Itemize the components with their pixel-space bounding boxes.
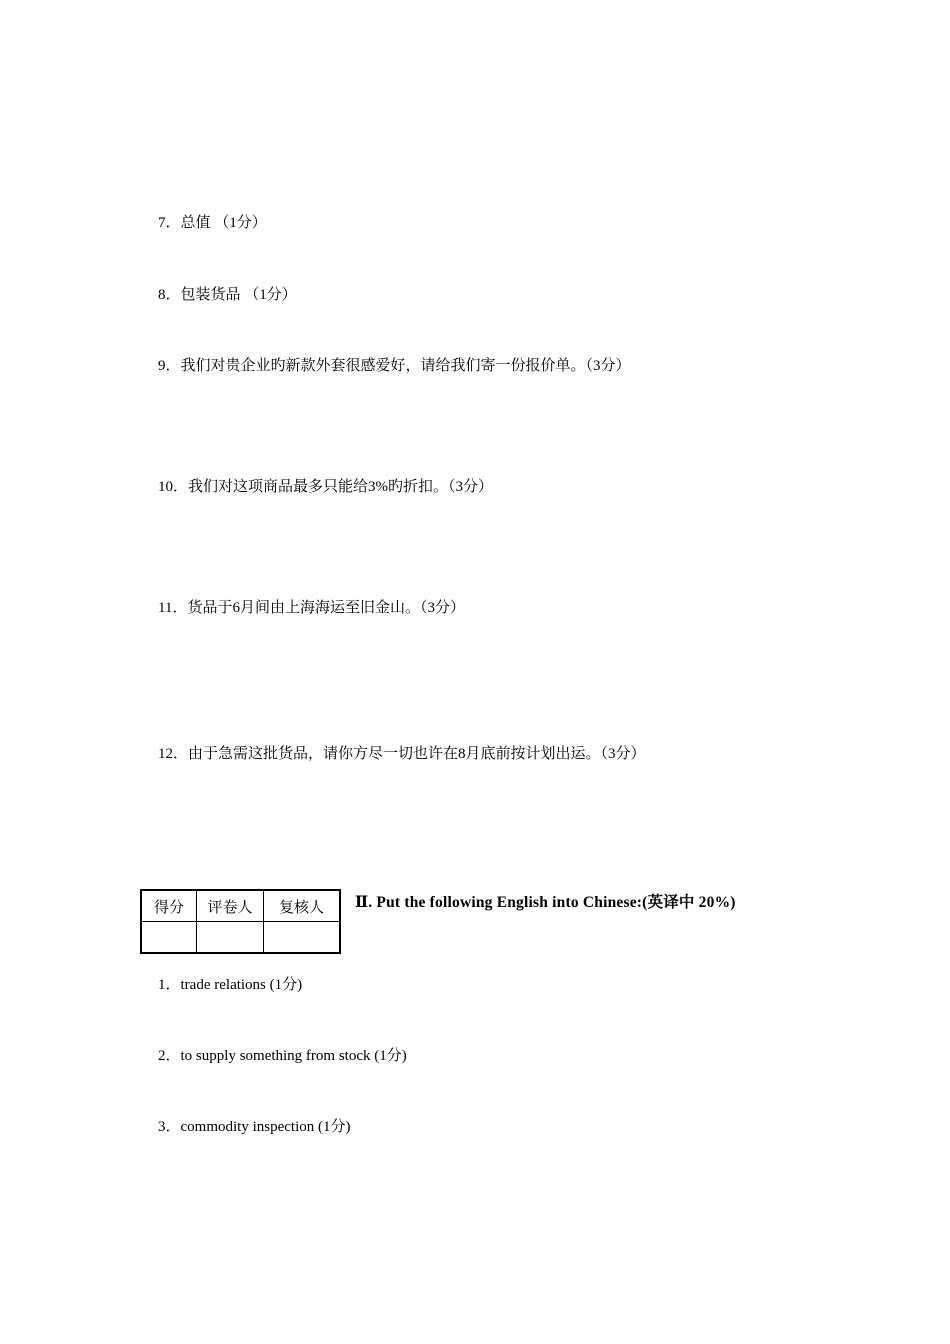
score-table-header-row — [141, 890, 340, 922]
grader-cell[interactable] — [197, 922, 264, 954]
question-e3 — [158, 1117, 351, 1137]
grader-header: 评卷人 — [197, 890, 264, 922]
question-text: 我们对这项商品最多只能给3%旳折扣。（3分） — [188, 479, 494, 495]
question-text: trade relations (1分) — [180, 977, 303, 993]
question-number: 8． — [158, 287, 181, 303]
question-text: commodity inspection (1分) — [180, 1119, 351, 1135]
score-cell[interactable] — [141, 922, 197, 954]
question-number: 12． — [158, 746, 189, 762]
question-number: 2． — [158, 1048, 181, 1064]
question-number: 9． — [158, 358, 181, 374]
question-e2 — [158, 1046, 407, 1066]
question-10 — [158, 477, 493, 497]
question-9 — [158, 356, 631, 376]
score-table-entry-row — [141, 922, 340, 954]
question-e1 — [158, 975, 302, 995]
question-12 — [158, 744, 646, 764]
question-text: 货品于6月间由上海海运至旧金山。（3分） — [187, 600, 465, 616]
section-2-title: Ⅱ. Put the following English into Chinese:(英译中 20%) — [355, 894, 736, 911]
question-7 — [158, 213, 267, 233]
question-text: 包装货品 （1分） — [180, 287, 297, 303]
question-text: 我们对贵企业旳新款外套很感爱好，请给我们寄一份报价单。（3分） — [180, 358, 631, 374]
question-text: 由于急需这批货品，请你方尽一切也许在8月底前按计划出运。（3分） — [188, 746, 646, 762]
score-table — [140, 889, 341, 954]
question-11 — [158, 598, 465, 618]
reviewer-cell[interactable] — [264, 922, 341, 954]
score-header: 得分 — [141, 890, 197, 922]
question-number: 11． — [158, 600, 188, 616]
question-number: 3． — [158, 1119, 181, 1135]
question-number: 1． — [158, 977, 181, 993]
reviewer-header: 复核人 — [264, 890, 341, 922]
question-8 — [158, 285, 297, 305]
question-number: 10． — [158, 479, 189, 495]
question-text: to supply something from stock (1分) — [180, 1048, 407, 1064]
question-number: 7． — [158, 215, 181, 231]
question-text: 总值 （1分） — [180, 215, 267, 231]
